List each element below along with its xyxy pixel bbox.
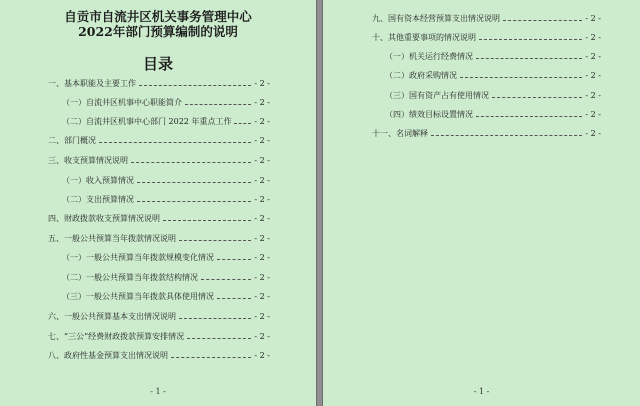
toc-entry-label: （一）收入预算情况 bbox=[62, 175, 134, 185]
document-title-line1: 自贡市自流井区机关事务管理中心 bbox=[64, 9, 252, 24]
toc-entry-page: - 2 - bbox=[585, 13, 601, 23]
toc-entry[interactable] bbox=[48, 134, 270, 146]
toc-entry[interactable] bbox=[48, 310, 270, 322]
toc-entry-label: （二）政府采购情况 bbox=[385, 70, 457, 80]
toc-leader bbox=[99, 142, 251, 143]
toc-entry-label: （三）国有资产占有使用情况 bbox=[385, 90, 489, 100]
toc-leader bbox=[234, 123, 251, 124]
toc-leader bbox=[460, 77, 582, 78]
toc-entry[interactable] bbox=[62, 96, 270, 108]
toc-leader bbox=[217, 298, 251, 299]
toc-entry[interactable] bbox=[48, 330, 270, 342]
toc-entry[interactable] bbox=[372, 31, 601, 43]
toc-entry[interactable] bbox=[62, 251, 270, 263]
document-title-line2: 2022年部门预算编制的说明 bbox=[78, 24, 238, 39]
toc-entry-label: 八、政府性基金预算支出情况说明 bbox=[48, 350, 168, 360]
toc-heading: 目录 bbox=[142, 55, 173, 73]
toc-entry-page: - 2 - bbox=[254, 272, 270, 282]
toc-leader bbox=[137, 182, 251, 183]
document-page-right bbox=[323, 0, 640, 406]
toc-leader bbox=[431, 135, 582, 136]
toc-entry[interactable] bbox=[48, 154, 270, 166]
toc-entry[interactable] bbox=[385, 108, 601, 120]
toc-entry-page: - 2 - bbox=[254, 252, 270, 262]
document-page-left bbox=[0, 0, 316, 406]
page-gutter bbox=[316, 0, 323, 406]
toc-entry-page: - 2 - bbox=[585, 70, 601, 80]
toc-entry[interactable] bbox=[62, 193, 270, 205]
page-number: - 1 - bbox=[473, 387, 490, 396]
toc-leader bbox=[171, 357, 251, 358]
toc-entry-page: - 2 - bbox=[254, 116, 270, 126]
toc-entry[interactable] bbox=[62, 115, 270, 127]
toc-entry-page: - 2 - bbox=[254, 175, 270, 185]
toc-leader bbox=[217, 259, 251, 260]
toc-entry-label: （一）自流井区机事中心职能简介 bbox=[62, 97, 182, 107]
toc-entry[interactable] bbox=[372, 127, 601, 139]
toc-entry-page: - 2 - bbox=[254, 350, 270, 360]
toc-leader bbox=[479, 39, 582, 40]
toc-entry-label: 二、部门概况 bbox=[48, 135, 96, 145]
toc-entry[interactable] bbox=[62, 290, 270, 302]
toc-leader bbox=[163, 220, 251, 221]
toc-leader bbox=[131, 162, 251, 163]
toc-entry-page: - 2 - bbox=[254, 291, 270, 301]
toc-entry-page: - 2 - bbox=[254, 213, 270, 223]
toc-leader bbox=[139, 85, 251, 86]
toc-entry-page: - 2 - bbox=[254, 331, 270, 341]
toc-entry-label: 七、“三公”经费财政拨款预算安排情况 bbox=[48, 331, 185, 341]
toc-entry[interactable] bbox=[48, 77, 270, 89]
toc-entry-page: - 2 - bbox=[254, 311, 270, 321]
toc-entry[interactable] bbox=[372, 12, 601, 24]
toc-leader bbox=[179, 318, 251, 319]
toc-entry[interactable] bbox=[385, 69, 601, 81]
toc-entry-page: - 2 - bbox=[585, 32, 601, 42]
toc-leader bbox=[476, 58, 582, 59]
toc-entry[interactable] bbox=[48, 232, 270, 244]
toc-leader bbox=[201, 279, 251, 280]
toc-entry-page: - 2 - bbox=[254, 155, 270, 165]
toc-entry-page: - 2 - bbox=[585, 90, 601, 100]
toc-entry-label: 十、其他重要事项的情况说明 bbox=[372, 32, 476, 42]
toc-entry-page: - 2 - bbox=[254, 194, 270, 204]
toc-leader bbox=[179, 240, 251, 241]
toc-entry[interactable] bbox=[48, 212, 270, 224]
page-number: - 1 - bbox=[150, 387, 166, 396]
toc-entry-page: - 2 - bbox=[254, 233, 270, 243]
toc-entry[interactable] bbox=[48, 349, 270, 361]
toc-leader bbox=[185, 104, 251, 105]
toc-leader bbox=[492, 97, 582, 98]
toc-entry[interactable] bbox=[385, 89, 601, 101]
toc-entry-label: （二）支出预算情况 bbox=[62, 194, 134, 204]
toc-entry-page: - 2 - bbox=[585, 128, 601, 138]
toc-leader bbox=[187, 338, 251, 339]
toc-entry-page: - 2 - bbox=[254, 135, 270, 145]
toc-entry-label: （二）一般公共预算当年拨款结构情况 bbox=[62, 272, 198, 282]
toc-leader bbox=[476, 116, 582, 117]
toc-entry-label: 四、财政拨款收支预算情况说明 bbox=[48, 213, 160, 223]
toc-entry-label: 十一、名词解释 bbox=[372, 128, 428, 138]
toc-entry[interactable] bbox=[385, 50, 601, 62]
toc-entry-page: - 2 - bbox=[254, 97, 270, 107]
toc-entry[interactable] bbox=[62, 174, 270, 186]
toc-entry-label: （一）一般公共预算当年拨款规模变化情况 bbox=[62, 252, 214, 262]
toc-entry-label: 六、一般公共预算基本支出情况说明 bbox=[48, 311, 176, 321]
toc-entry-page: - 2 - bbox=[585, 51, 601, 61]
toc-leader bbox=[137, 201, 251, 202]
toc-entry-label: （三）一般公共预算当年拨款具体使用情况 bbox=[62, 291, 214, 301]
toc-entry-label: （一）机关运行经费情况 bbox=[385, 51, 473, 61]
toc-entry-label: 五、一般公共预算当年拨款情况说明 bbox=[48, 233, 176, 243]
toc-entry-label: （四）绩效目标设置情况 bbox=[385, 109, 473, 119]
toc-entry-label: （二）自流井区机事中心部门 2022 年重点工作 bbox=[62, 116, 232, 126]
toc-entry-label: 一、基本职能及主要工作 bbox=[48, 78, 136, 88]
toc-entry-label: 三、收支预算情况说明 bbox=[48, 155, 128, 165]
toc-leader bbox=[503, 20, 582, 21]
toc-entry-page: - 2 - bbox=[254, 78, 270, 88]
toc-entry-label: 九、国有资本经营预算支出情况说明 bbox=[372, 13, 500, 23]
toc-entry[interactable] bbox=[62, 271, 270, 283]
toc-entry-page: - 2 - bbox=[585, 109, 601, 119]
